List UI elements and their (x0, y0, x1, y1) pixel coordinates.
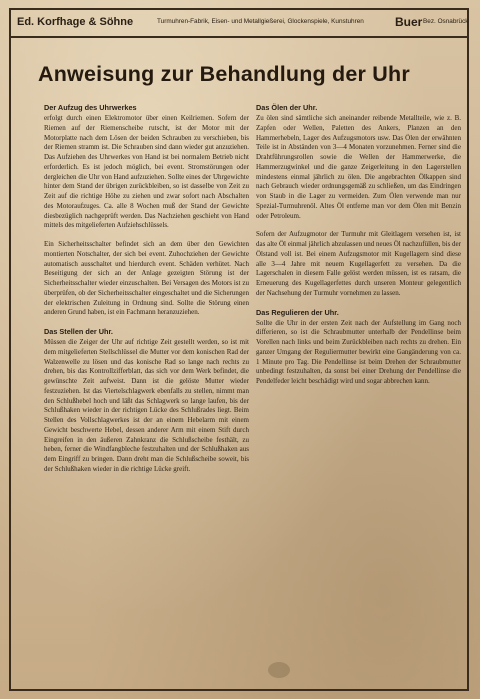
section-heading: Das Stellen der Uhr. (44, 327, 113, 336)
section-heading: Das Regulieren der Uhr. (256, 307, 339, 317)
paper-stain (268, 662, 290, 678)
firm-city: Buer (395, 15, 423, 29)
letterhead (11, 10, 467, 38)
firm-name: Ed. Korfhage & Söhne (17, 16, 134, 28)
left-column (44, 103, 249, 484)
section-paragraph: Ein Sicherheitsschalter befindet sich an dem über den Gewichten montierten Notschalter, der sich bei event. Zuhochziehen der Gewichte automatisch ausschaltet und hierdurch event. Schäden verhütet. Nach Beseitigung der sich an der Anlage gezeigten Störung ist der Sicherheitsschalter wieder einzuschalten. Bei Versagen des Motors ist zu überprüfen, ob der Sicherheitsschalter eingeschaltet und die Sicherungen der elektrischen Zuleitung in Ordnung sind. Sollte die Störung einen anderen Grund haben, ist ein Fachmann heranzuziehen. (44, 240, 249, 317)
section-paragraph: Sofern der Aufzugmotor der Turmuhr mit Gleitlagern versehen ist, ist das alte Öl einmal jährlich abzulassen und neues Öl nachzufüllen, bis der Ölstand voll ist. Bei einem Aufzugsmotor mit Kugellagern sind diese alle 3—4 Jahre mit neuem Kugellagerfett zu versehen. Da die Lagerschalen in diesem Falle gelöst werden müssen, ist es ratsam, die Erneuerung des Kugellagerfettes durch unseren Monteur gelegentlich der Nachsehung der Turmuhr vornehmen zu lassen. (256, 230, 461, 297)
section-paragraph: Sollte die Uhr in der ersten Zeit nach der Aufstellung im Gang noch differieren, so ist die Schraubmutter unterhalb der Pendellinse beim Vorellen nach links und beim Zurückbleiben nach rechts zu drehen. Ein ganzer Umgang der Reguliermutter bewirkt eine Gangänderung von ca. 1 Minute pro Tag. Die Pendellinse ist beim Drehen der Schraubmutter unbedingt festzuhalten, da sonst bei einer Drehung der Pendellinse die Pendelfeder leicht beschädigt wird und sogar abbrechen kann. (256, 318, 461, 385)
page-title: Anweisung zur Behandlung der Uhr (38, 62, 410, 86)
section-paragraph: erfolgt durch einen Elektromotor über einen Keilriemen. Sofern der Riemen auf der Riemenscheibe rutscht, ist der Motor mit der Motorplatte nach dem Lösen der beiden Schrauben zu verschieben, bis der Riemen stramm ist. Die Schrauben sind dann wieder gut anzuziehen. Das Aufziehen des Uhrwerkes von Hand ist bei normalem Betrieb nicht erforderlich. Es ist jedoch möglich, bei event. Stromstörungen oder dergleichen die Uhr von Hand aufzuziehen. Sollte eines der Uhrgewichte hinter dem Stand der übrigen zurückbleiben, so ist dasselbe von Zeit zu Zeit auf die richtige Höhe zu ziehen und zwar sofort nach Abschalten des Motoraufzuges. Ca. alle 8 Wochen muß der Stand der Gewichte diesbezüglich nachgeprüft werden. Das Nachziehen geschieht von Hand mittels des mitgelieferten Aufziehschlüssels. (44, 114, 249, 230)
section-heading: Der Aufzug des Uhrwerkes (44, 103, 137, 112)
section-paragraph: Müssen die Zeiger der Uhr auf richtige Zeit gestellt werden, so ist mit dem mitgelieferten Stellschlüssel die Mutter vor dem konischen Rad der Walzenwelle zu lösen und das konische Rad so lange nach rechts zu drehen, bis das Kontrollzifferblatt, das sich vor dem Werk befindet, die gewünschte Zeit aufweist. Dann ist die gelöste Mutter wieder festzuziehen. Ist das Viertelschlagwerk ebenfalls zu stellen, nimmt man den Schlußhebel hoch und läßt das Schlagwerk so lange laufen, bis der Schlußhaken wieder in der richtigen Lücke des Schlußrades liegt. Beim Stellen des Vollschlagwerkes ist der an einem Hebelarm mit einem Gewicht beschwerte Hebel, dessen anderer Arm mit einem Stift durch Eingreifen in den äußeren Zahnkranz die Schlußscheibe festhält, zu heben, ferner die Windfangbleche festzuhalten und der Schlußhaken aus dem Eingriff zu bringen. Dann dreht man die Schlußscheibe soweit, bis der Schlußhaken wieder in die richtige Lücke greift. (44, 338, 249, 473)
section-heading: Das Ölen der Uhr. (256, 103, 318, 112)
section-paragraph: Zu ölen sind sämtliche sich aneinander reibende Metallteile, wie z. B. Zapfen oder Wellen, Paletten des Ankers, Planzen an den Hammerhebeln, Lager des Aufzugsmotors usw. Das Ölen der erwähnten Teile ist in Abständen von 3—4 Monaten vorzunehmen. Ferner sind die Drahtführungsrollen sowie die Wellen der Hammerwerke, die Hammerzugwinkel und die ganze Zeigerleitung in den Lagerstellen mindestens einmal jährlich zu ölen. Die angebrachten Ölkappen sind nach Gebrauch wieder ordnungsgemäß zu schließen, um das Eindringen von Staub in die Lager zu vermeiden. Zum Ölen verwende man nur Spezial-Turmuhrenöl. Altes Öl entferne man vor dem Ölen mit Benzin oder Petroleum. (256, 114, 461, 220)
right-column (256, 103, 461, 396)
firm-description: Turmuhren-Fabrik, Eisen- und Metallgießerei, Glockenspiele, Kunstuhren (157, 18, 364, 25)
firm-district: Bez. Osnabrück (423, 18, 469, 25)
